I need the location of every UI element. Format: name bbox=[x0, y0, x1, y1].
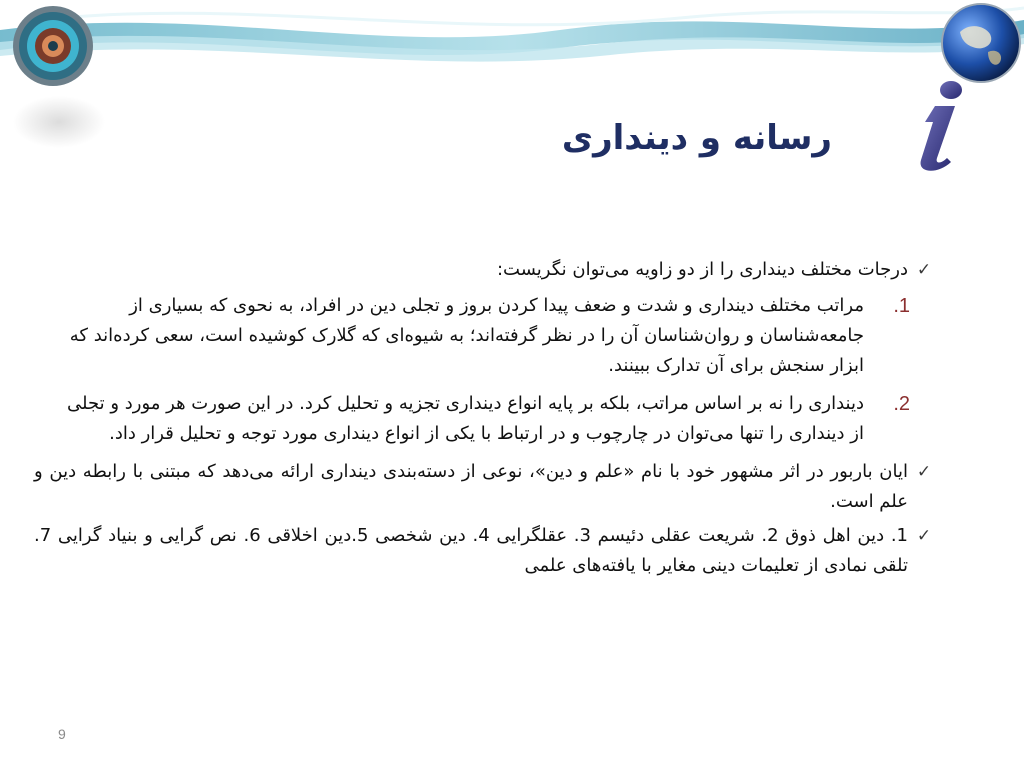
globe-icon bbox=[940, 2, 1022, 84]
bullet-item bbox=[34, 457, 934, 517]
bullet-text: ایان باربور در اثر مشهور خود با نام «علم و دین»، نوعی از دسته‌بندی دینداری ارائه می‌دهد که مبتنی با رابطه دین و علم است. bbox=[34, 461, 908, 512]
slide-title: رسانه و دینداری bbox=[561, 118, 832, 158]
header-wave-banner bbox=[0, 0, 1024, 80]
numbered-item-text: مراتب مختلف دینداری و شدت و ضعف پیدا کردن بروز و تجلی دین در افراد، به نحوی که بسیاری از جامعه‌شناسان و روان‌شناسان آن را در نظر گرفته‌اند؛ به شیوه‌ای که گلارک کوشیده است، سعی کرده‌اند که ابزار سنجش برای آن تدارک ببینند. bbox=[69, 295, 864, 376]
bullet-text: درجات مختلف دینداری را از دو زاویه می‌توان نگریست: bbox=[496, 259, 908, 280]
bullet-item bbox=[34, 521, 934, 581]
emblem-icon bbox=[12, 5, 94, 87]
item-number: .2 bbox=[893, 393, 910, 415]
item-number: .1 bbox=[893, 295, 910, 317]
page-number: 9 bbox=[58, 726, 66, 742]
numbered-item bbox=[64, 291, 934, 381]
decorative-shadow bbox=[12, 95, 107, 150]
checkmark-icon: ✓ bbox=[916, 260, 932, 280]
bullet-item bbox=[34, 255, 934, 285]
numbered-item-text: دینداری را نه بر اساس مراتب، بلکه بر پایه انواع دینداری تجزیه و تحلیل کرد. در این صورت هر مورد و تجلی از دینداری را تنها می‌توان در چارچوب و در ارتباط با یکی از انواع دینداری مورد توجه و تحلیل قرار داد. bbox=[67, 393, 864, 444]
info-i-icon bbox=[895, 78, 975, 173]
slide-body bbox=[34, 255, 934, 585]
bullet-text: 1. دین اهل ذوق 2. شریعت عقلی دئیسم 3. عقلگرایی 4. دین شخصی 5.دین اخلاقی 6. نص گرایی و بنیاد گرایی 7. تلقی نمادی از تعلیمات دینی مغایر با یافته‌های علمی bbox=[34, 525, 908, 576]
checkmark-icon: ✓ bbox=[916, 462, 932, 482]
checkmark-icon: ✓ bbox=[916, 526, 932, 546]
numbered-item bbox=[64, 389, 934, 449]
